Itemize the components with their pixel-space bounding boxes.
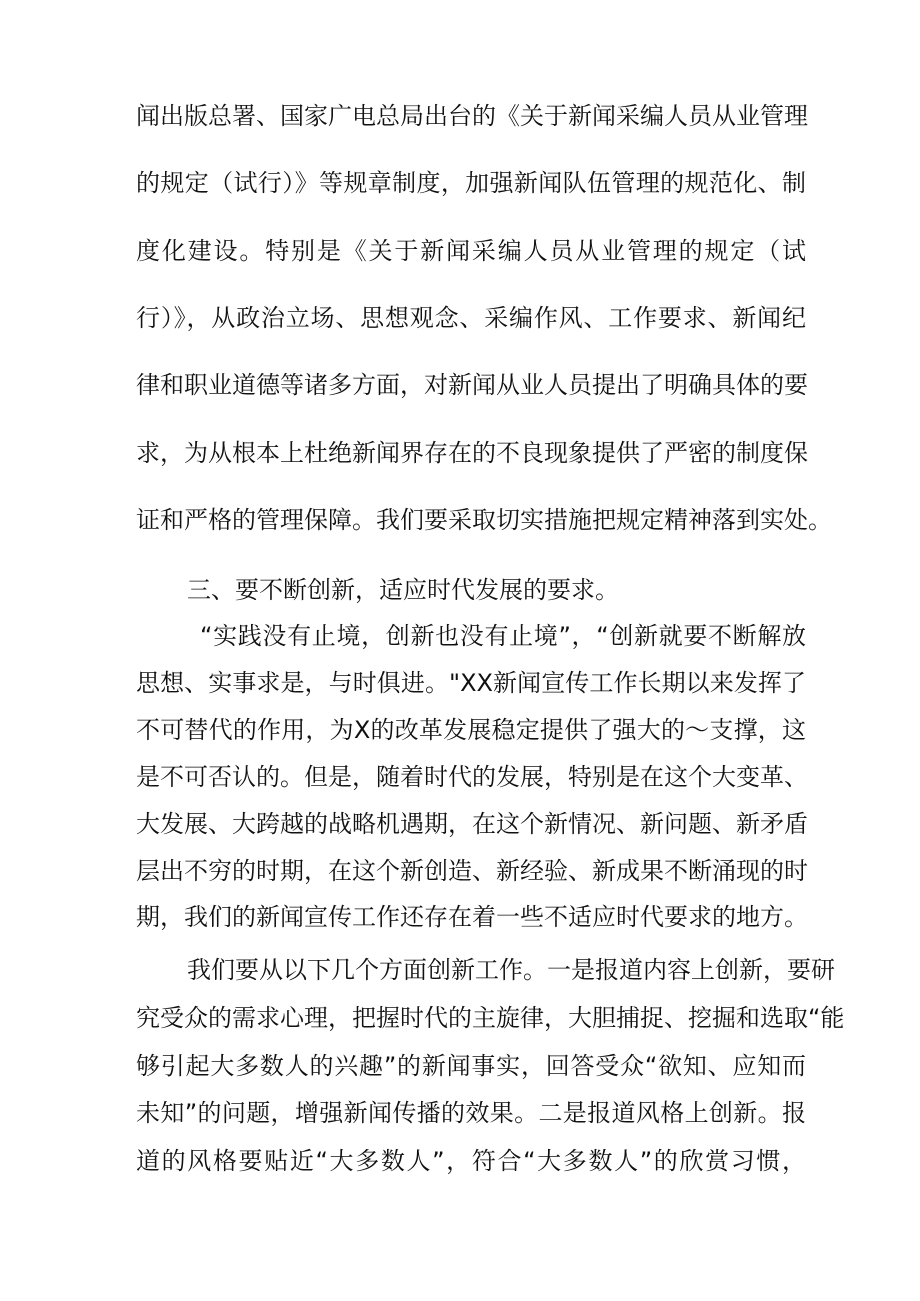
paragraph-3-line-5: 道的风格要贴近“大多数人”，符合“大多数人”的欣赏习惯， xyxy=(136,1147,806,1175)
paragraph-1-line-1: 闻出版总署、国家广电总局出台的《关于新闻采编人员从业管理 xyxy=(136,102,808,130)
paragraph-1-line-3: 度化建设。特别是《关于新闻采编人员从业管理的规定（试 xyxy=(136,237,806,265)
paragraph-3-line-3: 够引起大多数人的兴趣”的新闻事实，回答受众“欲知、应知而 xyxy=(136,1052,806,1080)
paragraph-1-line-4: 行）》，从政治立场、思想观念、采编作风、工作要求、新闻纪 xyxy=(136,304,806,332)
paragraph-2-line-6: 层出不穷的时期，在这个新创造、新经验、新成果不断涌现的时 xyxy=(136,857,808,885)
section-heading-3: 三、要不断创新，适应时代发展的要求。 xyxy=(187,576,619,604)
paragraph-1-line-5: 律和职业道德等诸多方面，对新闻从业人员提出了明确具体的要 xyxy=(136,371,808,399)
paragraph-3-line-2: 究受众的需求心理，把握时代的主旋律，大胆捕捉、挖掘和选取“能 xyxy=(136,1004,845,1032)
paragraph-3-line-4: 未知”的问题，增强新闻传播的效果。二是报道风格上创新。报 xyxy=(136,1099,806,1127)
paragraph-1-line-7: 证和严格的管理保障。我们要采取切实措施把规定精神落到实处。 xyxy=(136,506,832,534)
paragraph-2-line-2: 思想、实事求是，与时俱进。"XX新闻宣传工作长期以来发挥了 xyxy=(136,669,806,697)
paragraph-2-line-3: 不可替代的作用，为X的改革发展稳定提供了强大的～支撑，这 xyxy=(136,716,806,744)
paragraph-2-line-7: 期，我们的新闻宣传工作还存在着一些不适应时代要求的地方。 xyxy=(136,903,808,931)
paragraph-2-line-1: “实践没有止境，创新也没有止境”，“创新就要不断解放 xyxy=(200,622,806,650)
paragraph-1-line-2: 的规定（试行）》等规章制度，加强新闻队伍管理的规范化、制 xyxy=(136,169,806,197)
paragraph-3-line-1: 我们要从以下几个方面创新工作。一是报道内容上创新，要研 xyxy=(187,956,835,984)
paragraph-2-line-4: 是不可否认的。但是，随着时代的发展，特别是在这个大变革、 xyxy=(136,763,808,791)
paragraph-1-line-6: 求，为从根本上杜绝新闻界存在的不良现象提供了严密的制度保 xyxy=(136,439,808,467)
paragraph-2-line-5: 大发展、大跨越的战略机遇期，在这个新情况、新问题、新矛盾 xyxy=(136,810,808,838)
